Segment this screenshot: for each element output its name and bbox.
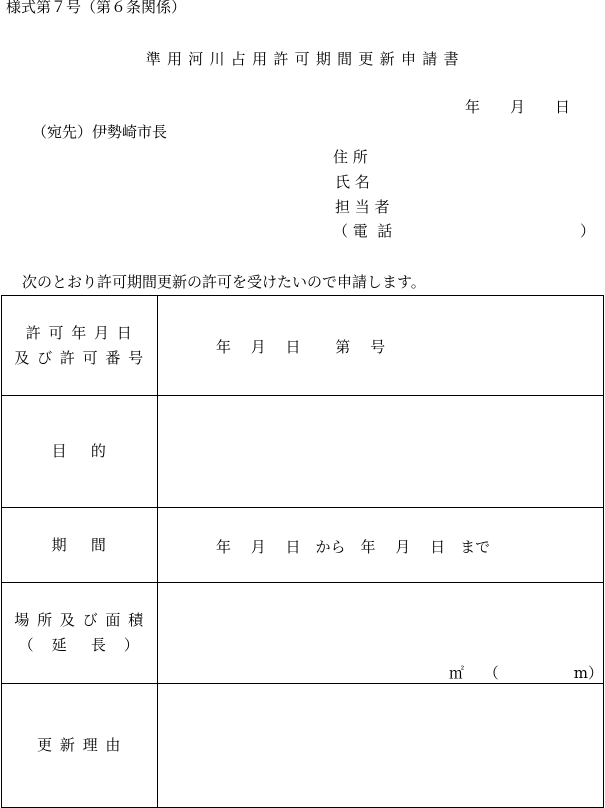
renewal-reason-label: 更 新 理 由 bbox=[2, 684, 158, 808]
intro-text: 次のとおり許可期間更新の許可を受けたいので申請します。 bbox=[22, 273, 426, 291]
location-area-field[interactable]: ㎡ （ m） bbox=[158, 583, 604, 684]
date-line: 年 月 日 bbox=[465, 98, 571, 116]
addressee: （宛先）伊勢崎市長 bbox=[32, 123, 168, 141]
purpose-field[interactable] bbox=[158, 396, 604, 508]
table-row-location-area bbox=[2, 583, 604, 684]
renewal-reason-field[interactable] bbox=[158, 684, 604, 808]
form-number: 様式第７号（第６条関係） bbox=[6, 0, 187, 16]
table-row-renewal-reason bbox=[2, 684, 604, 808]
phone-close-paren: ） bbox=[580, 222, 596, 240]
phone-label: （ 電 話 bbox=[333, 222, 393, 240]
contact-person-label: 担 当 者 bbox=[335, 198, 390, 216]
table-row-purpose bbox=[2, 396, 604, 508]
permit-date-number-label: 許 可 年 月 日 及 び 許 可 番 号 bbox=[2, 296, 158, 396]
permit-date-number-field[interactable]: 年 月 日 第 号 bbox=[158, 296, 604, 396]
table-row-period bbox=[2, 508, 604, 583]
name-label: 氏 名 bbox=[335, 173, 370, 191]
location-area-label: 場 所 及 び 面 積 （ 延 長 ） bbox=[2, 583, 158, 684]
period-field[interactable]: 年 月 日 から 年 月 日 まで bbox=[158, 508, 604, 583]
period-label: 期 間 bbox=[2, 508, 158, 583]
page-title: 準 用 河 川 占 用 許 可 期 間 更 新 申 請 書 bbox=[145, 49, 460, 68]
purpose-label: 目 的 bbox=[2, 396, 158, 508]
table-row-permit bbox=[2, 296, 604, 396]
address-label: 住 所 bbox=[333, 148, 368, 166]
application-table bbox=[1, 295, 604, 808]
